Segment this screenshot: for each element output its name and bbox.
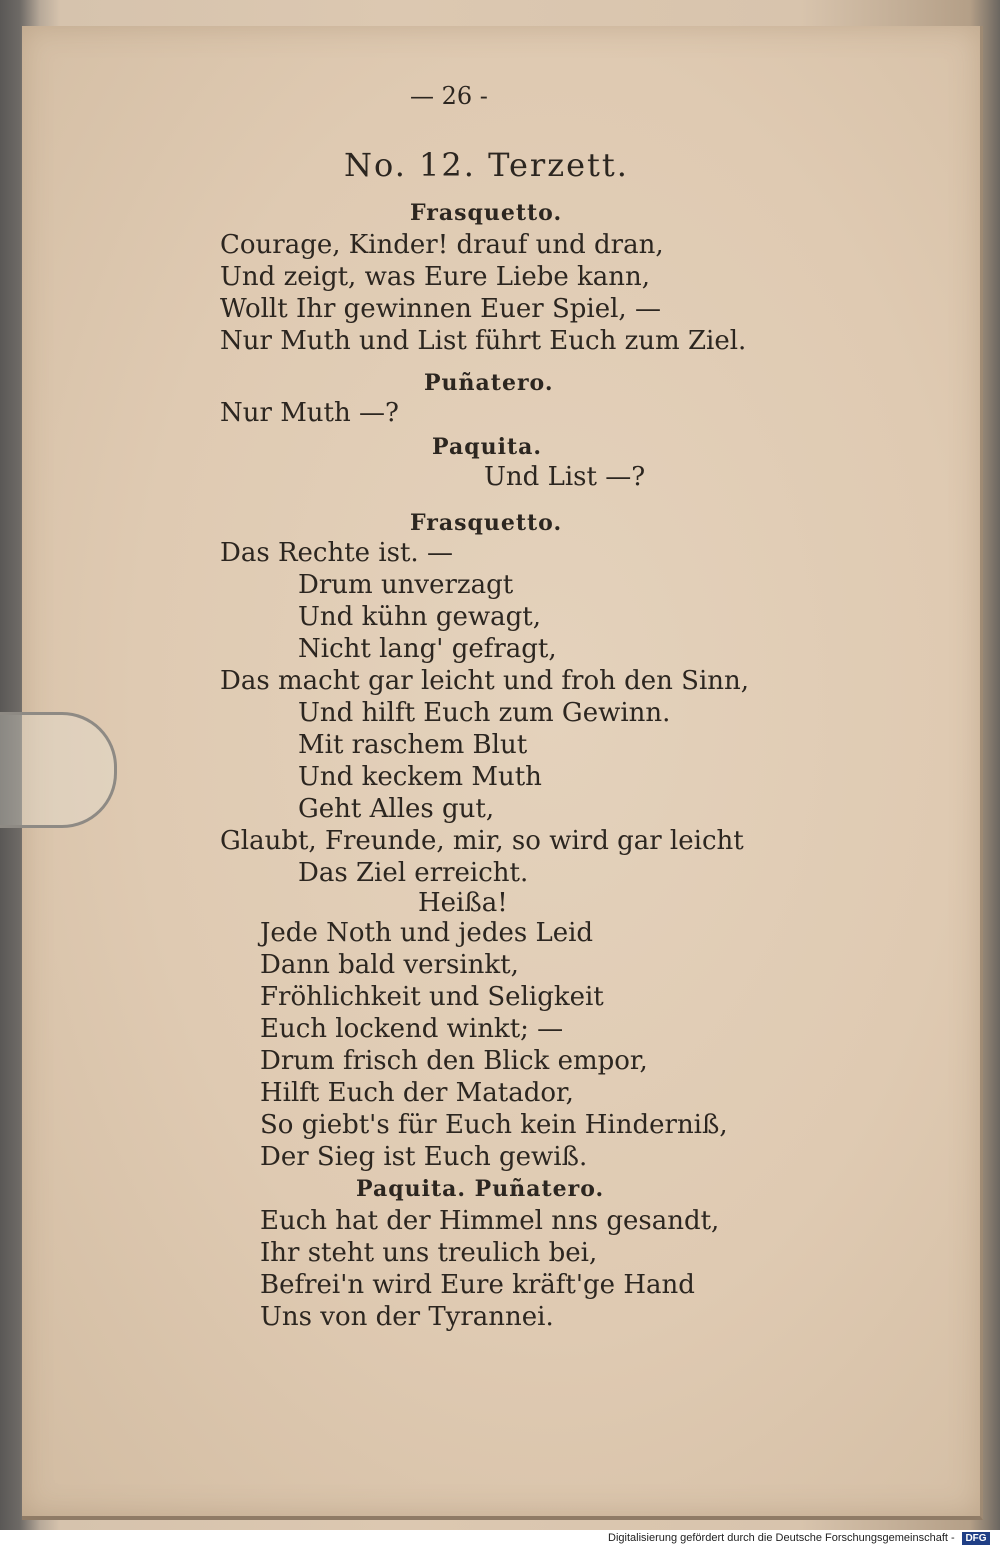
verse-line: Heißa! [418, 888, 508, 918]
verse-line: Nur Muth und List führt Euch zum Ziel. [220, 326, 747, 356]
speaker-label: Frasquetto. [410, 200, 563, 226]
verse-line: Befrei'n wird Eure kräft'ge Hand [260, 1270, 695, 1300]
speaker-label: Puñatero. [424, 370, 554, 396]
section-heading: No. 12. Terzett. [344, 146, 629, 184]
digitization-credit: Digitalisierung gefördert durch die Deutsche Forschungsgemeinschaft - [608, 1532, 955, 1544]
verse-line: Das macht gar leicht und froh den Sinn, [220, 666, 750, 696]
book-page [22, 26, 983, 1520]
verse-line: Der Sieg ist Euch gewiß. [260, 1142, 588, 1172]
verse-line: Nicht lang' gefragt, [298, 634, 557, 664]
verse-line: Dann bald versinkt, [260, 950, 519, 980]
verse-line: Geht Alles gut, [298, 794, 495, 824]
verse-line: Wollt Ihr gewinnen Euer Spiel, — [220, 294, 661, 324]
verse-line: Hilft Euch der Matador, [260, 1078, 574, 1108]
speaker-label: Paquita. [432, 434, 543, 460]
verse-line: Courage, Kinder! drauf und dran, [220, 230, 664, 260]
verse-line: Und keckem Muth [298, 762, 542, 792]
verse-line: Das Rechte ist. — [220, 538, 453, 568]
dfg-logo: DFG [962, 1532, 990, 1545]
verse-line: Und zeigt, was Eure Liebe kann, [220, 262, 651, 292]
verse-line: Das Ziel erreicht. [298, 858, 529, 888]
verse-line: Und hilft Euch zum Gewinn. [298, 698, 671, 728]
verse-line: Euch lockend winkt; — [260, 1014, 564, 1044]
verse-line: Mit raschem Blut [298, 730, 528, 760]
speaker-label: Frasquetto. [410, 510, 563, 536]
verse-line: Fröhlichkeit und Seligkeit [260, 982, 604, 1012]
page-number: — 26 - [410, 82, 488, 110]
verse-line: Euch hat der Himmel nns gesandt, [260, 1206, 720, 1236]
verse-line: Glaubt, Freunde, mir, so wird gar leicht [220, 826, 744, 856]
speaker-label: Paquita. Puñatero. [356, 1176, 605, 1202]
verse-line: Jede Noth und jedes Leid [260, 918, 594, 948]
verse-line: So giebt's für Euch kein Hinderniß, [260, 1110, 728, 1140]
paper-clip [0, 712, 117, 828]
verse-line: Drum unverzagt [298, 570, 514, 600]
verse-line: Drum frisch den Blick empor, [260, 1046, 648, 1076]
verse-line: Und kühn gewagt, [298, 602, 541, 632]
verse-line: Ihr steht uns treulich bei, [260, 1238, 598, 1268]
verse-line: Uns von der Tyrannei. [260, 1302, 554, 1332]
verse-line: Und List —? [484, 462, 646, 492]
verse-line: Nur Muth —? [220, 398, 399, 428]
